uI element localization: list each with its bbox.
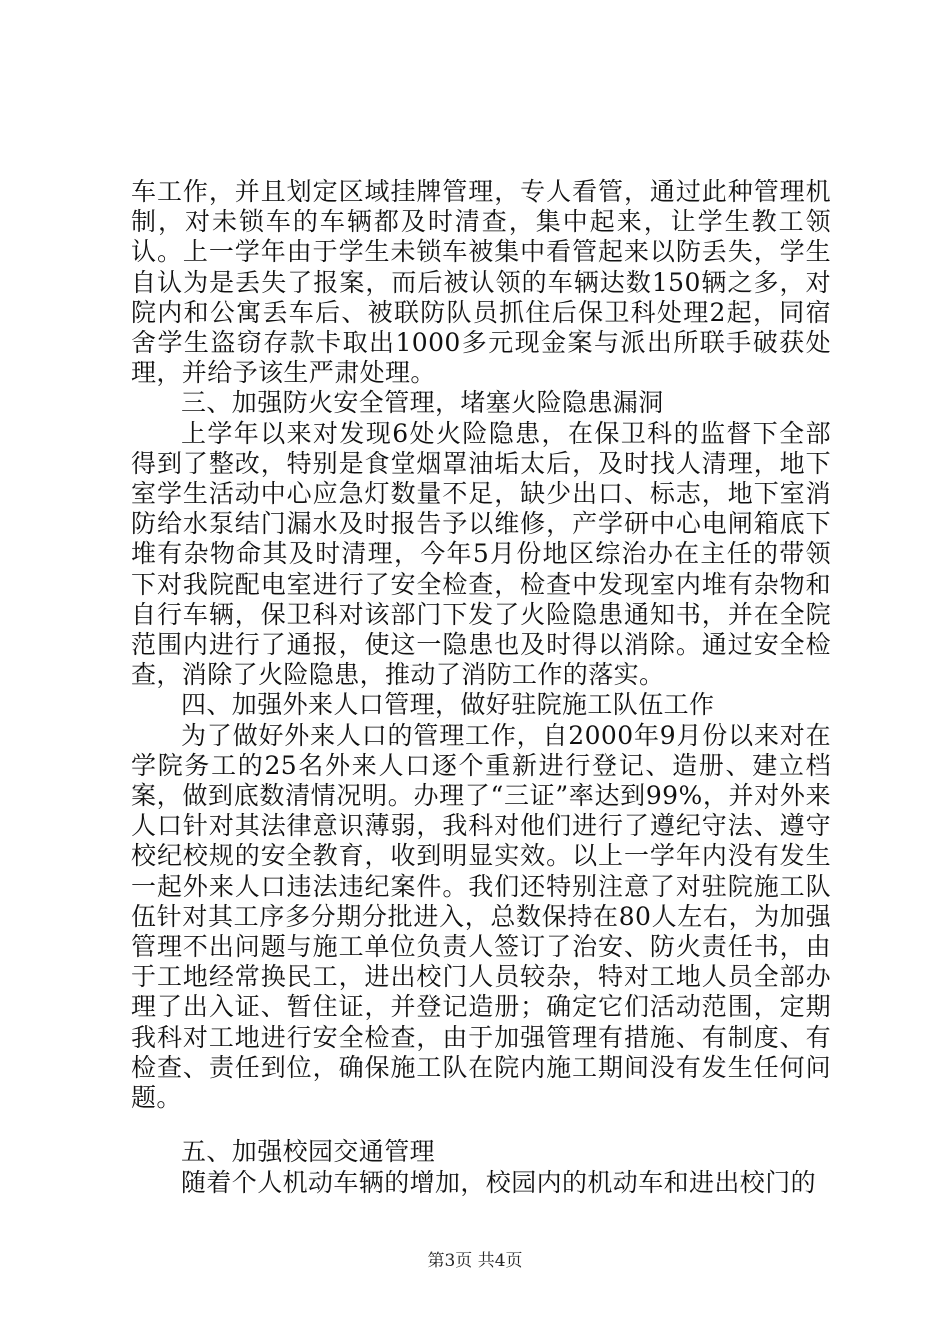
paragraph-fire-safety: 上学年以来对发现6处火险隐患，在保卫科的监督下全部得到了整改，特别是食堂烟罩油垢太后，及时找人清理，地下室学生活动中心应急灯数量不足，缺少出口、标志，地下室消防给水泵结门漏水及时报告予以维修，产学研中心电闸箱底下堆有杂物命其及时清理，今年5月份地区综治办在主任的带领下对我院配电室进行了安全检查，检查中发现室内堆有杂物和自行车辆，保卫科对该部门下发了火险隐患通知书，并在全院范围内进行了通报，使这一隐患也及时得以消除。通过安全检查，消除了火险隐患，推动了消防工作的落实。 [131, 418, 831, 690]
page-number-footer: 第3页 共4页 [427, 1251, 523, 1271]
paragraph-migrant-management: 为了做好外来人口的管理工作，自2000年9月份以来对在学院务工的25名外来人口逐个重新进行登记、造册、建立档案，做到底数清情况明。办理了“三证”率达到99%，并对外来人口针对其法律意识薄弱，我科对他们进行了遵纪守法、遵守校纪校规的安全教育，收到明显实效。以上一学年内没有发生一起外来人口违法违纪案件。我们还特别注意了对驻院施工队伍针对其工序多分期分批进入，总数保持在80人左右，为加强管理不出问题与施工单位负责人签订了治安、防火责任书，由于工地经常换民工，进出校门人员较杂，特对工地人员全部办理了出入证、暂住证，并登记造册；确定它们活动范围，定期我科对工地进行安全检查，由于加强管理有措施、有制度、有检查、责任到位，确保施工队在院内施工期间没有发生任何问题。 [131, 720, 831, 1113]
paragraph-traffic-management: 随着个人机动车辆的增加，校园内的机动车和进出校门的 [181, 1167, 817, 1197]
document-body [131, 177, 831, 1198]
section-heading-fire-safety: 三、加强防火安全管理，堵塞火险隐患漏洞 [181, 388, 664, 418]
section-heading-migrant-management: 四、加强外来人口管理，做好驻院施工队伍工作 [181, 690, 715, 720]
section-heading-traffic-management: 五、加强校园交通管理 [181, 1137, 436, 1167]
paragraph-continuation: 车工作，并且划定区域挂牌管理，专人看管，通过此种管理机制，对未锁车的车辆都及时清查，集中起来，让学生教工领认。上一学年由于学生未锁车被集中看管起来以防丢失，学生自认为是丢失了报案，而后被认领的车辆达数150辆之多，对院内和公寓丢车后、被联防队员抓住后保卫科处理2起，同宿舍学生盗窃存款卡取出1000多元现金案与派出所联手破获处理，并给予该生严肃处理。 [131, 177, 831, 388]
